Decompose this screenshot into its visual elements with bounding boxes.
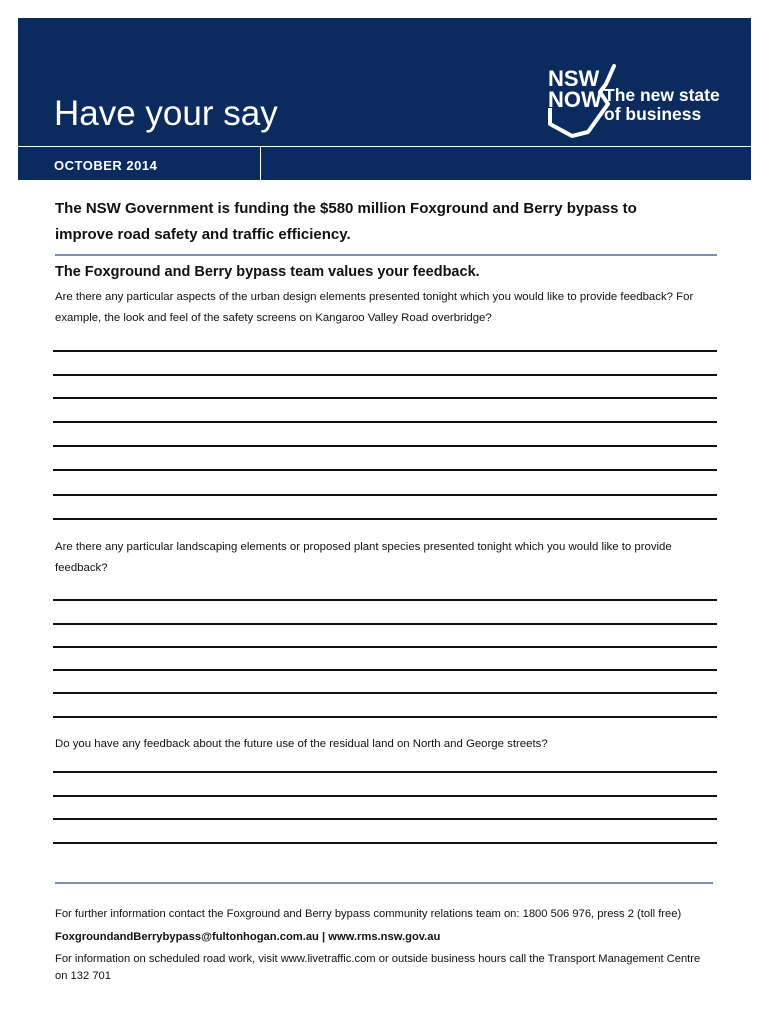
answer-line[interactable] [53, 771, 717, 773]
footer-contact: For further information contact the Foxground and Berry bypass community relations team on: 1800 506 976, press 2 (toll free) [55, 908, 682, 920]
answer-line[interactable] [53, 795, 717, 797]
intro-subhead: The Foxground and Berry bypass team values your feedback. [55, 264, 480, 280]
logo-tagline-line1: The new state [604, 85, 720, 105]
answer-line[interactable] [53, 350, 717, 352]
question-1: Are there any particular aspects of the urban design elements presented tonight which you would like to provide feedback? For example, the look and feel of the safety screens on Kangaroo Valley Road overbridge? [55, 291, 694, 324]
intro-headline: The NSW Government is funding the $580 million Foxground and Berry bypass to improve road safety and traffic efficiency. [55, 200, 637, 243]
answer-line[interactable] [53, 421, 717, 423]
footer-roadwork: For information on scheduled road work, visit www.livetraffic.com or outside business hours call the Transport Management Centre on 132 701 [55, 953, 701, 982]
answer-line[interactable] [53, 669, 717, 671]
page-title: Have your say [54, 94, 278, 133]
answer-line[interactable] [53, 494, 717, 496]
logo-wordmark-now: NOW [548, 87, 602, 112]
question-3: Do you have any feedback about the future use of the residual land on North and George streets? [55, 738, 548, 750]
logo-wordmark-nsw: NSW [548, 66, 600, 91]
answer-line[interactable] [53, 374, 717, 376]
answer-line[interactable] [53, 646, 717, 648]
footer-links[interactable]: FoxgroundandBerrybypass@fultonhogan.com.au | www.rms.nsw.gov.au [55, 931, 441, 943]
footer-divider [55, 882, 713, 884]
answer-line[interactable] [53, 518, 717, 520]
answer-line[interactable] [53, 445, 717, 447]
answer-line[interactable] [53, 818, 717, 820]
answer-line[interactable] [53, 599, 717, 601]
section-divider [55, 254, 717, 256]
answer-line[interactable] [53, 842, 717, 844]
question-2: Are there any particular landscaping elements or proposed plant species presented tonight which you would like to provide feedback? [55, 541, 672, 574]
issue-date: OCTOBER 2014 [54, 158, 158, 173]
answer-line[interactable] [53, 397, 717, 399]
answer-line[interactable] [53, 692, 717, 694]
header-banner [18, 18, 751, 180]
date-bar [18, 146, 751, 180]
answer-line[interactable] [53, 716, 717, 718]
logo-tagline [604, 86, 720, 124]
logo-tagline-line2: of business [604, 104, 702, 124]
date-cell [18, 147, 261, 180]
answer-line[interactable] [53, 623, 717, 625]
answer-line[interactable] [53, 469, 717, 471]
